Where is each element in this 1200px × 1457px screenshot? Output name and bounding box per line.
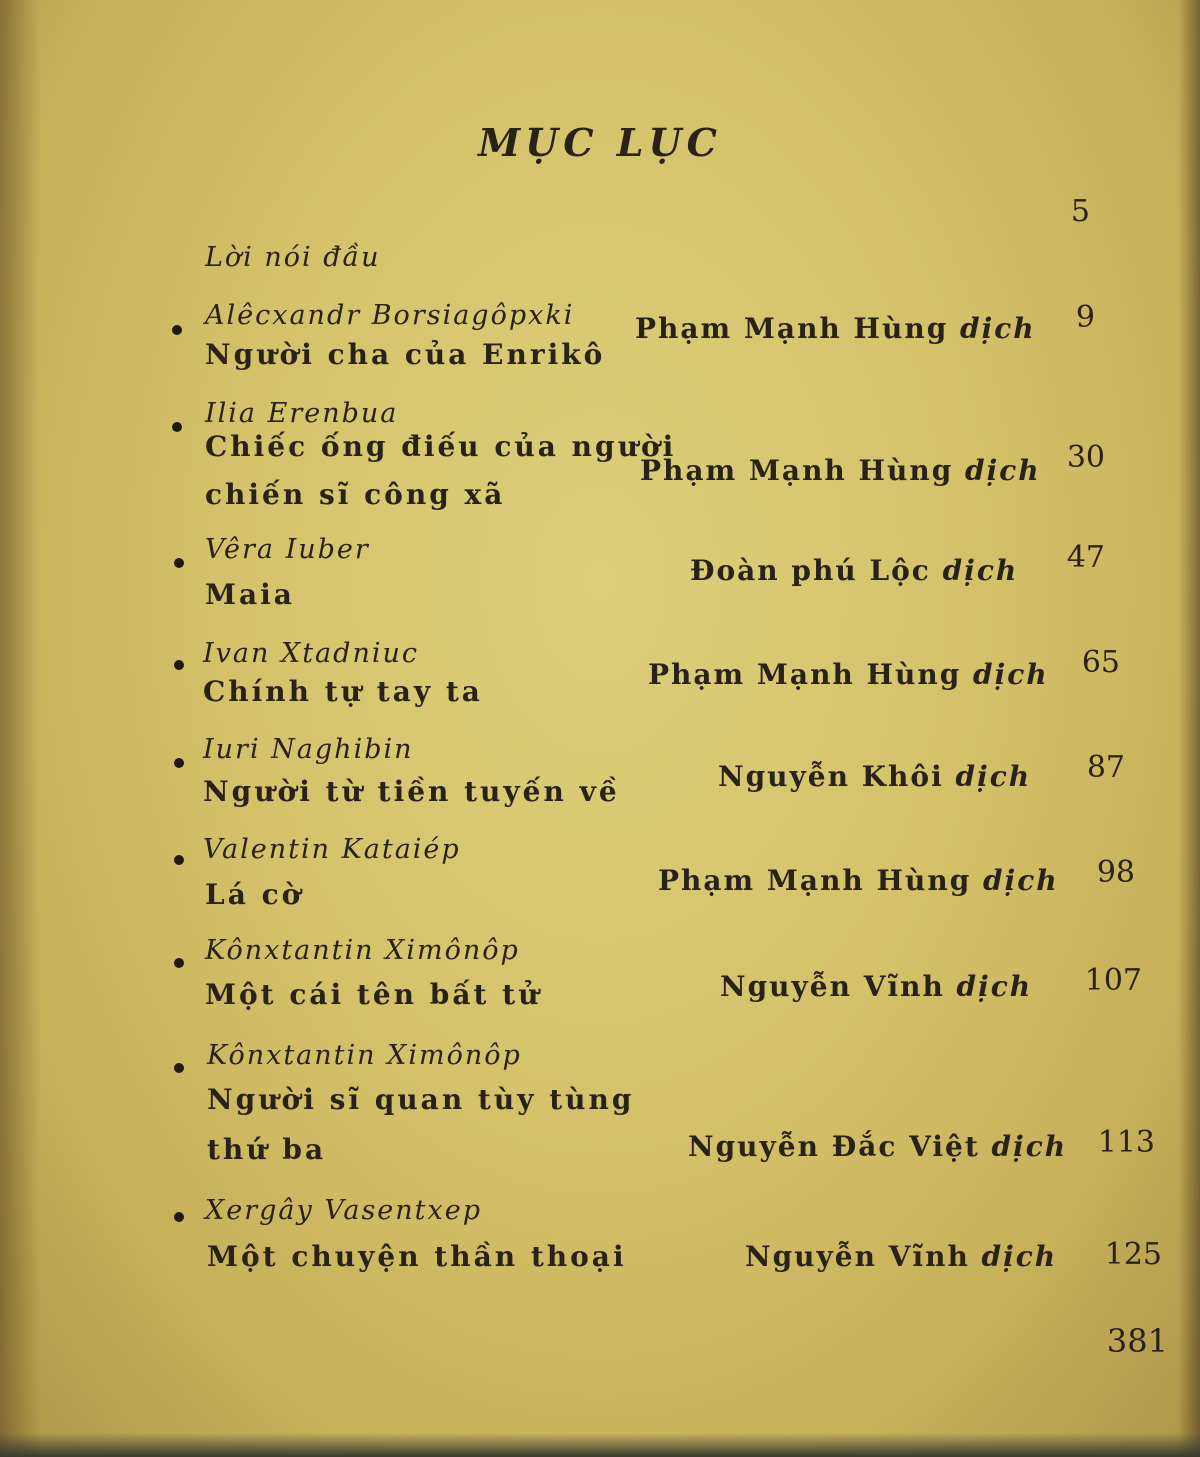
- entry-author: Vêra Iuber: [205, 534, 370, 565]
- dich-label: dịch: [960, 312, 1036, 345]
- entry-title-line2: chiến sĩ công xã: [205, 478, 506, 511]
- entry-page: 87: [1086, 750, 1125, 785]
- entry-author: Valentin Kataiép: [203, 834, 461, 865]
- entry-translator: [635, 312, 1036, 345]
- dich-label: dịch: [955, 760, 1032, 793]
- translator-name: Phạm Mạnh Hùng: [648, 658, 962, 691]
- bullet: [174, 1063, 184, 1073]
- entry-page: 47: [1066, 540, 1105, 575]
- translator-name: Nguyễn Vĩnh: [745, 1240, 970, 1273]
- entry-title: Người từ tiền tuyến về: [203, 775, 620, 808]
- dich-label: dịch: [973, 658, 1049, 691]
- entry-author: Kônxtantin Ximônôp: [205, 935, 520, 966]
- bullet: [174, 1212, 184, 1222]
- entry-author: Ilia Erenbua: [205, 398, 399, 429]
- bullet: [174, 558, 184, 568]
- bullet: [174, 758, 184, 768]
- entry-translator: [648, 658, 1049, 691]
- preface-label: Lời nói đầu: [205, 242, 381, 273]
- dich-label: dịch: [956, 970, 1033, 1003]
- spine-shadow: [0, 0, 40, 1457]
- entry-author: Xergây Vasentxep: [205, 1195, 483, 1226]
- bullet: [174, 660, 184, 670]
- bullet: [172, 325, 182, 335]
- entry-title: Maia: [205, 578, 295, 611]
- translator-name: Phạm Mạnh Hùng: [640, 454, 954, 487]
- dich-label: dịch: [983, 864, 1059, 897]
- entry-title-line2: thứ ba: [207, 1133, 327, 1166]
- entry-title: Một chuyện thần thoại: [207, 1240, 627, 1273]
- entry-title: Người sĩ quan tùy tùng: [207, 1083, 635, 1116]
- translator-name: Đoàn phú Lộc: [690, 554, 931, 587]
- entry-author: Iuri Naghibin: [203, 734, 414, 765]
- entry-translator: [718, 760, 1031, 793]
- translator-name: Phạm Mạnh Hùng: [658, 864, 972, 897]
- page-bottom-edge: [0, 1433, 1200, 1457]
- entry-title: Lá cờ: [205, 878, 304, 911]
- entry-title: Chính tự tay ta: [203, 675, 483, 708]
- entry-page: 30: [1066, 440, 1105, 475]
- translator-name: Nguyễn Đắc Việt: [688, 1130, 980, 1163]
- dich-label: dịch: [942, 554, 1019, 587]
- entry-title: Chiếc ống điếu của người: [205, 430, 677, 463]
- bullet: [174, 855, 184, 865]
- dich-label: dịch: [965, 454, 1041, 487]
- translator-name: Nguyễn Vĩnh: [720, 970, 945, 1003]
- entry-title: Một cái tên bất tử: [205, 978, 542, 1011]
- entry-translator: [745, 1240, 1057, 1273]
- translator-name: Nguyễn Khôi: [718, 760, 944, 793]
- entry-author: Alêcxandr Borsiagôpxki: [205, 300, 575, 331]
- dich-label: dịch: [991, 1130, 1068, 1163]
- entry-page: 113: [1097, 1125, 1155, 1160]
- entry-author: Ivan Xtadniuc: [203, 638, 419, 669]
- entry-page: 107: [1084, 963, 1142, 998]
- page-number: 381: [1106, 1322, 1168, 1360]
- entry-translator: [658, 864, 1059, 897]
- entry-page: 125: [1104, 1237, 1162, 1272]
- bullet: [174, 958, 184, 968]
- bullet: [172, 422, 182, 432]
- page-edge-right: [1178, 0, 1200, 1457]
- page-title: MỤC LỤC: [478, 120, 722, 165]
- entry-translator: [690, 554, 1018, 587]
- entry-page: 65: [1081, 645, 1120, 680]
- entry-translator: [640, 454, 1041, 487]
- entry-page: 98: [1096, 855, 1135, 890]
- entry-translator: [720, 970, 1032, 1003]
- entry-translator: [688, 1130, 1067, 1163]
- entry-page: 9: [1075, 300, 1095, 335]
- entry-title: Người cha của Enrikô: [205, 338, 606, 371]
- entry-author: Kônxtantin Ximônôp: [207, 1040, 522, 1071]
- translator-name: Phạm Mạnh Hùng: [635, 312, 949, 345]
- preface-page: 5: [1070, 194, 1090, 229]
- dich-label: dịch: [981, 1240, 1058, 1273]
